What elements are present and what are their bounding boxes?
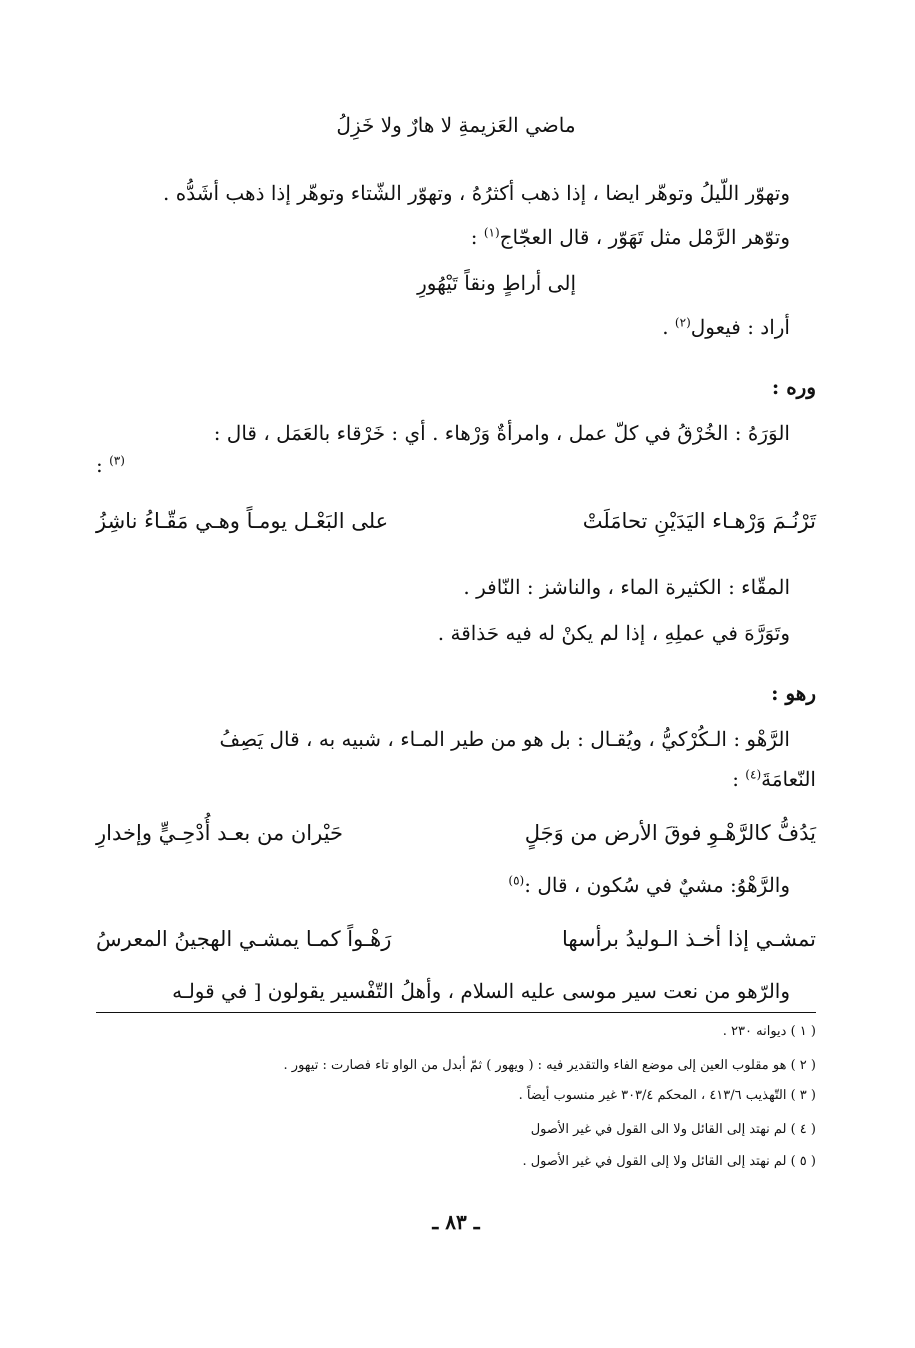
footnote-1: ( ١ ) ديوانه ٢٣٠ .: [722, 1024, 816, 1039]
footnote-ref-1: (١): [483, 225, 500, 240]
footnote-ref-5: (٥): [508, 873, 525, 888]
text-line-2: وتهوّر اللّيلُ وتوهّر ايضا ، إذا ذهب أكثرُهُ ، وتهوّر الشّتاء وتوهّر إذا ذهب أشَدُّه .: [163, 181, 790, 205]
text-line-8: المقّاء : الكثيرة الماء ، والناشز : النّافر .: [463, 575, 790, 599]
entry-heading-wrh: وره :: [771, 375, 816, 399]
footnote-5: ( ٥ ) لم نهتد إلى القائل ولا إلى القول في غير الأصول .: [522, 1154, 816, 1169]
footnote-ref-2: (٢): [674, 315, 691, 330]
page-number: ـ ٨٣ ـ: [432, 1210, 480, 1234]
verse-1-first-hemistich: تَرْنُـمَ وَرْهـاء اليَدَيْنِ تحامَلَتْ: [582, 509, 816, 533]
footnote-ref-3-mark: (٣): [109, 453, 125, 468]
verse-2-second-hemistich: حَيْران من بعـد أُدْحِـيٍّ وإخدارِ: [96, 821, 344, 845]
text-line-11: [732, 764, 816, 794]
text-line-5: [662, 312, 790, 342]
verse-3-second-hemistich: رَهْـواً كمـا يمشـي الهجينُ المعرسُ: [96, 927, 392, 951]
verse-line-4: إلى أراطٍ ونقاً تَيْهُورِ: [417, 271, 576, 295]
verse-1-second-hemistich: على البَعْـل يومـاً وهـي مَقّـاءُ ناشِزُ: [96, 509, 389, 533]
text-line-10: الرَّهْو : الـكُرْكيُّ ، ويُقـال : بل هو من طير المـاء ، شبيه به ، قال يَصِفُ: [219, 727, 790, 751]
text-line-12: [508, 870, 790, 900]
text-line-3-body: وتوّهر الرَّمْل مثل تَهَوّر ، قال العجّاج: [499, 225, 790, 249]
footnote-separator: [96, 1012, 816, 1013]
document-page: [96, 100, 816, 1320]
text-line-5-end: .: [662, 315, 675, 339]
verse-2: [96, 816, 816, 850]
text-line-9: وتَوَرَّهَ في عملِهِ ، إذا لم يكنْ له فيه حَذاقة .: [437, 621, 790, 645]
text-line-5-body: أراد : فيعول: [690, 315, 790, 339]
verse-1: [96, 504, 816, 538]
verse-2-first-hemistich: يَدُفُّ كالرَّهْـوِ فوقَ الأرض من وَجَلٍ: [524, 821, 816, 845]
text-line-11-end: :: [732, 767, 746, 791]
text-line-13: والرّهو من نعت سير موسى عليه السلام ، وأهلُ التّفْسير يقولون [ في قولـه: [172, 979, 790, 1003]
footnote-ref-4: (٤): [745, 767, 762, 782]
footnote-ref-3: $^{(٣)}$ :: [96, 453, 125, 477]
verse-3-first-hemistich: تمشـي إذا أخـذ الـوليدُ برأسها: [561, 927, 816, 951]
verse-3: [96, 922, 816, 956]
text-line-12-body: والرَّهْوُ: مشيٌ في سُكون ، قال :: [524, 873, 790, 897]
verse-line-1: ماضي العَزيمةِ لا هارٌ ولا خَزِلُ: [336, 113, 576, 137]
text-line-3: [471, 222, 790, 252]
text-line-11-body: النّعامَةَ: [761, 767, 816, 791]
text-line-3-end: :: [470, 225, 484, 249]
entry-heading-rhw: رهو :: [771, 681, 816, 705]
footnote-2: ( ٢ ) هو مقلوب العين إلى موضع الفاء والتقدير فيه : ( ويهور ) ثمّ أبدل من الواو تاء فصارت : تيهور .: [283, 1058, 816, 1073]
text-line-6: الوَرَهُ : الخُرْقُ في كلّ عمل ، وامرأةٌ وَرْهاء . أي : خَرْقاء بالعَمَل ، قال :: [213, 421, 790, 445]
footnote-4: ( ٤ ) لم نهتد إلى القائل ولا الى القول في غير الأصول: [530, 1122, 816, 1137]
footnote-3: ( ٣ ) التّهذيب ٤١٣/٦ ، المحكم ٣٠٣/٤ غير منسوب أيضاً .: [518, 1088, 816, 1103]
